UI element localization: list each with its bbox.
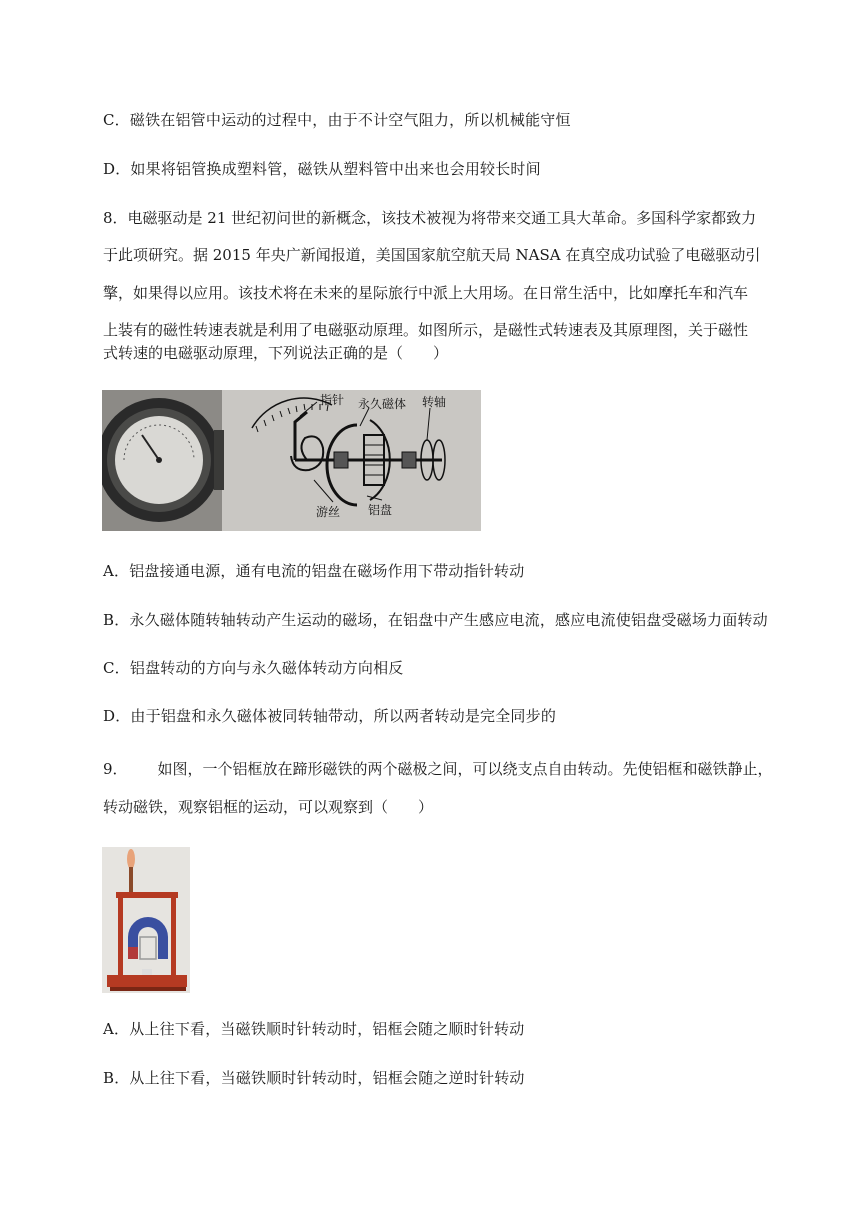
q9-option-a: A．从上往下看，当磁铁顺时针转动时，铝框会随之顺时针转动 — [103, 1020, 525, 1038]
label-permanent-magnet: 永久磁体 — [358, 397, 407, 411]
q7-option-c: C．磁铁在铝管中运动的过程中，由于不计空气阻力，所以机械能守恒 — [103, 111, 571, 129]
q8-stem-line-5: 式转速的电磁驱动原理，下列说法正确的是（ ） — [103, 344, 449, 362]
q9-number: 9． — [103, 760, 128, 778]
horseshoe-magnet-figure — [102, 847, 190, 993]
label-pointer: 指针 — [320, 393, 345, 407]
q7-option-d: D．如果将铝管换成塑料管，磁铁从塑料管中出来也会用较长时间 — [103, 160, 541, 178]
q8-stem-line-3: 擎，如果得以应用。该技术将在未来的星际旅行中派上大用场。在日常生活中，比如摩托车和汽车 — [103, 284, 749, 302]
q9-stem-line-2: 转动磁铁，观察铝框的运动，可以观察到（ ） — [103, 798, 434, 816]
q9-option-b: B．从上往下看，当磁铁顺时针转动时，铝框会随之逆时针转动 — [103, 1069, 525, 1087]
q8-option-a: A．铝盘接通电源，通有电流的铝盘在磁场作用下带动指针转动 — [103, 562, 525, 580]
label-shaft: 转轴 — [422, 395, 447, 409]
tachometer-photo — [102, 390, 224, 531]
q8-option-d: D．由于铝盘和永久磁体被同转轴带动，所以两者转动是完全同步的 — [103, 707, 557, 725]
q9-stem-line-1 — [103, 759, 773, 779]
q8-stem-line-4: 上装有的磁性转速表就是利用了电磁驱动原理。如图所示，是磁性式转速表及其原理图，关于磁性 — [103, 321, 749, 339]
q8-option-c: C．铝盘转动的方向与永久磁体转动方向相反 — [103, 659, 404, 677]
q8-stem-line-1: 8．电磁驱动是 21 世纪初问世的新概念，该技术被视为将带来交通工具大革命。多国科学家都致力 — [103, 209, 757, 227]
label-aluminum-disc: 铝盘 — [368, 503, 393, 517]
tachometer-figure — [102, 390, 481, 531]
label-hairspring: 游丝 — [316, 505, 341, 519]
q8-stem-line-2: 于此项研究。据 2015 年央广新闻报道，美国国家航空航天局 NASA 在真空成功试验了电磁驱动引 — [103, 246, 761, 264]
q9-stem-text: 如图，一个铝框放在蹄形磁铁的两个磁极之间，可以绕支点自由转动。先使铝框和磁铁静止， — [157, 760, 773, 778]
q8-option-b: B．永久磁体随转轴转动产生运动的磁场，在铝盘中产生感应电流，感应电流使铝盘受磁场力面转动 — [103, 611, 768, 629]
